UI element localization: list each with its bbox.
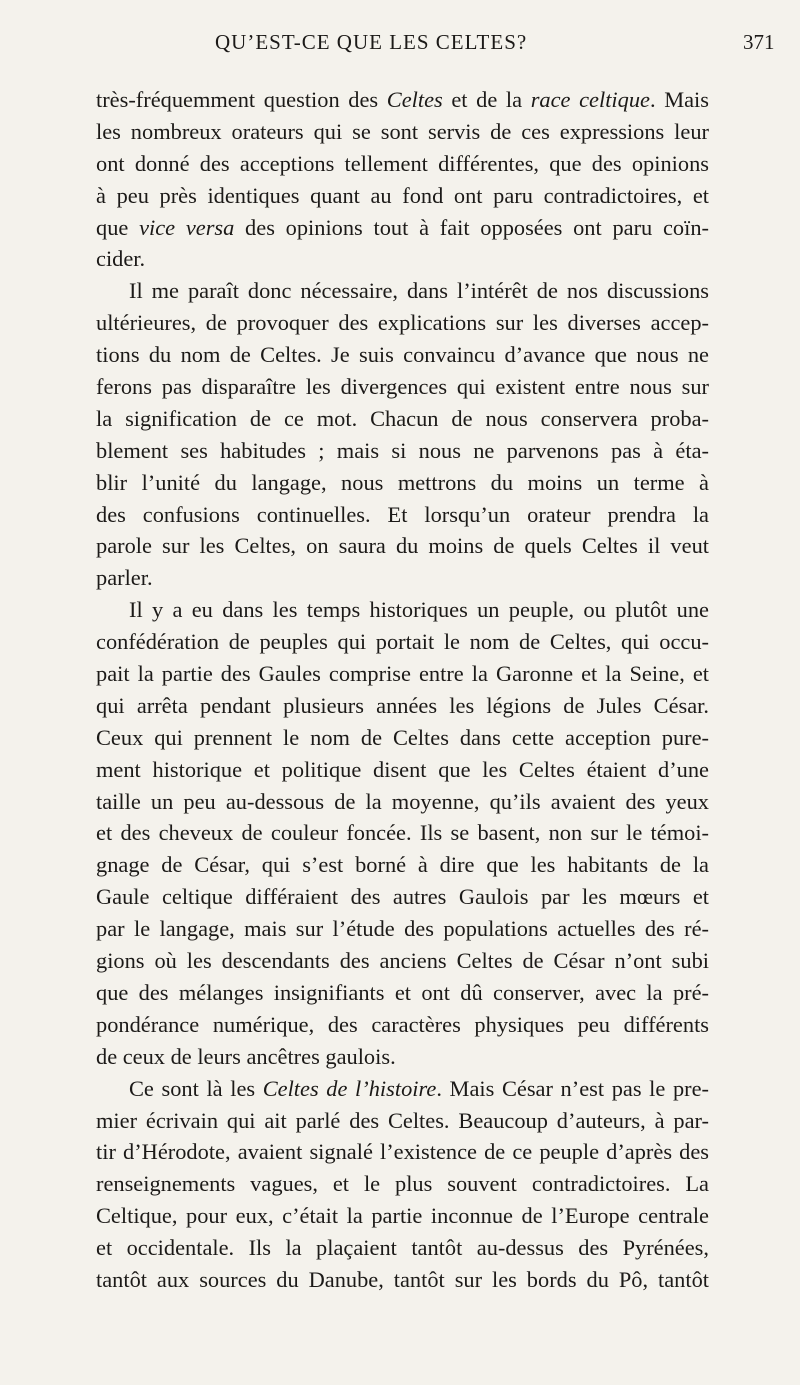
text-line bbox=[96, 594, 709, 626]
text-line bbox=[96, 977, 709, 1009]
text-line bbox=[96, 722, 709, 754]
text-span: . Mais bbox=[649, 87, 709, 112]
text-line bbox=[96, 180, 709, 212]
text-span: Il y a eu dans les temps historiques un peuple, ou plutôt une bbox=[129, 597, 709, 623]
text-span: que des mélanges insignifiants et ont dû conserver, avec la pré- bbox=[96, 979, 709, 1005]
page-header bbox=[0, 14, 800, 54]
text-span: et de la bbox=[442, 87, 531, 112]
italic-text: vice versa bbox=[139, 214, 235, 240]
text-line bbox=[96, 913, 709, 945]
text-span: et des cheveux de couleur foncée. Ils se basent, non sur le témoi- bbox=[96, 820, 709, 846]
text-span: ultérieures, de provoquer des explications sur les diverses accep- bbox=[96, 310, 709, 336]
text-span: Gaule celtique différaient des autres Gaulois par les mœurs et bbox=[96, 884, 709, 910]
text-span: tantôt aux sources du Danube, tantôt sur les bords du Pô, tantôt bbox=[96, 1266, 709, 1292]
text-span: des opinions tout à fait opposées ont paru coïn- bbox=[234, 214, 709, 240]
text-span: gnage de César, qui s’est borné à dire que les habitants de la bbox=[96, 852, 709, 878]
text-line bbox=[96, 1041, 709, 1073]
text-span: la signification de ce mot. Chacun de nous conservera proba- bbox=[96, 405, 709, 431]
text-line bbox=[96, 371, 709, 403]
text-span: blir l’unité du langage, nous mettrons du moins un terme à bbox=[96, 469, 709, 495]
text-line bbox=[96, 1264, 709, 1296]
text-line bbox=[96, 658, 709, 690]
text-span: très-fréquemment question des bbox=[96, 87, 387, 112]
text-line bbox=[96, 1168, 709, 1200]
text-span: pait la partie des Gaules comprise entre la Garonne et la Seine, et bbox=[96, 661, 709, 687]
text-line bbox=[96, 435, 709, 467]
text-span: de ceux de leurs ancêtres gaulois. bbox=[96, 1043, 396, 1069]
text-span: pondérance numérique, des caractères physiques peu différents bbox=[96, 1011, 709, 1037]
text-line bbox=[96, 467, 709, 499]
text-span: ferons pas disparaître les divergences qui existent entre nous sur bbox=[96, 374, 709, 400]
text-line bbox=[96, 690, 709, 722]
text-span: gions où les descendants des anciens Celtes de César n’ont subi bbox=[96, 948, 709, 974]
text-span: Celtique, pour eux, c’était la partie inconnue de l’Europe centrale bbox=[96, 1203, 709, 1229]
text-line bbox=[96, 84, 709, 116]
text-span: confédération de peuples qui portait le nom de Celtes, qui occu- bbox=[96, 629, 709, 655]
text-span: qui arrêta pendant plusieurs années les légions de Jules César. bbox=[96, 692, 709, 718]
text-line bbox=[96, 212, 709, 244]
text-line bbox=[96, 849, 709, 881]
text-span: les nombreux orateurs qui se sont servis de ces expressions leur bbox=[96, 118, 709, 144]
text-span: . Mais César n’est pas le pre- bbox=[436, 1075, 709, 1101]
text-line bbox=[96, 1136, 709, 1168]
text-span: ment historique et politique disent que les Celtes étaient d’une bbox=[96, 756, 709, 782]
text-span: et occidentale. Ils la plaçaient tantôt au-dessus des Pyrénées, bbox=[96, 1235, 709, 1261]
text-line bbox=[96, 530, 709, 562]
text-span: par le langage, mais sur l’étude des populations actuelles des ré- bbox=[96, 916, 709, 942]
text-span: renseignements vagues, et le plus souvent contradictoires. La bbox=[96, 1171, 709, 1197]
text-line bbox=[96, 116, 709, 148]
text-span: cider. bbox=[96, 246, 146, 272]
text-line bbox=[96, 148, 709, 180]
text-span: tions du nom de Celtes. Je suis convaincu d’avance que nous ne bbox=[96, 342, 709, 368]
italic-text: Celtes bbox=[386, 87, 443, 112]
text-span: que bbox=[96, 214, 140, 240]
italic-text: race celtique bbox=[530, 87, 650, 112]
text-span: parler. bbox=[96, 565, 153, 591]
text-span: mier écrivain qui ait parlé des Celtes. Beaucoup d’auteurs, à par- bbox=[96, 1107, 709, 1133]
text-line bbox=[96, 403, 709, 435]
text-span: à peu près identiques quant au fond ont paru contradictoires, et bbox=[96, 182, 709, 208]
text-span: Ce sont là les bbox=[129, 1075, 263, 1101]
text-line bbox=[96, 754, 709, 786]
text-line bbox=[96, 307, 709, 339]
text-line bbox=[96, 339, 709, 371]
text-span: des confusions continuelles. Et lorsqu’un orateur prendra la bbox=[96, 501, 709, 527]
text-span: Ceux qui prennent le nom de Celtes dans cette acception pure- bbox=[96, 724, 709, 750]
italic-text: Celtes de l’histoire bbox=[262, 1075, 437, 1101]
text-line bbox=[96, 786, 709, 818]
text-line bbox=[96, 1105, 709, 1137]
text-line bbox=[96, 881, 709, 913]
running-title: QU’EST-CE QUE LES CELTES? bbox=[215, 30, 528, 54]
text-line bbox=[96, 1200, 709, 1232]
text-line bbox=[96, 562, 709, 594]
page-number: 371 bbox=[743, 30, 775, 54]
text-line bbox=[96, 275, 709, 307]
text-span: blement ses habitudes ; mais si nous ne parvenons pas à éta- bbox=[96, 437, 709, 463]
text-span: Il me paraît donc nécessaire, dans l’intérêt de nos discussions bbox=[129, 278, 709, 304]
body-text bbox=[96, 84, 709, 1296]
text-span: ont donné des acceptions tellement différentes, que des opinions bbox=[96, 150, 709, 176]
text-line bbox=[96, 1232, 709, 1264]
text-span: taille un peu au-dessous de la moyenne, qu’ils avaient des yeux bbox=[96, 788, 709, 814]
text-line bbox=[96, 499, 709, 531]
text-line bbox=[96, 945, 709, 977]
text-line bbox=[96, 243, 709, 275]
text-span: parole sur les Celtes, on saura du moins de quels Celtes il veut bbox=[96, 533, 709, 559]
text-line bbox=[96, 817, 709, 849]
text-line bbox=[96, 1009, 709, 1041]
text-line bbox=[96, 626, 709, 658]
text-span: tir d’Hérodote, avaient signalé l’existence de ce peuple d’après des bbox=[96, 1139, 709, 1165]
text-line bbox=[96, 1073, 709, 1105]
